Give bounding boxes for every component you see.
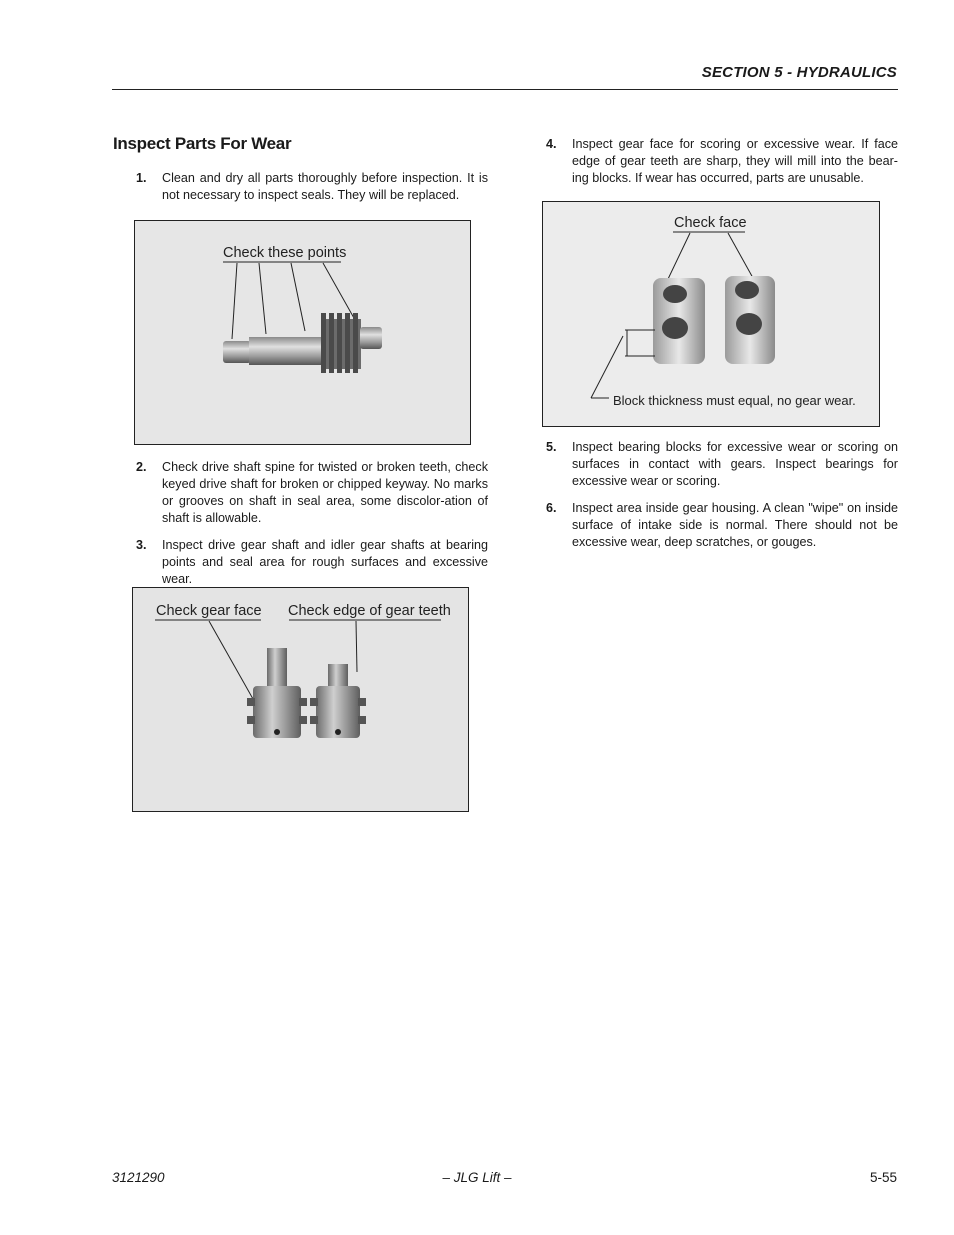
figure-label: Check these points: [223, 245, 347, 261]
step-5: [546, 439, 898, 491]
section-title: SECTION 5 - HYDRAULICS: [701, 64, 897, 81]
step-number: 5.: [546, 440, 557, 454]
step-1: [136, 170, 488, 206]
figure-gear-shafts: [132, 587, 469, 812]
footer-page-number: 5-55: [869, 1170, 897, 1185]
step-number: 1.: [136, 171, 147, 185]
drive-shaft-shape: [223, 313, 382, 373]
step-text: Check drive shaft spine for twisted or broken teeth, check keyed drive shaft for broken or chipped keyway. No marks or grooves on shaft in seal area, some discolor-ation of shaft is allowable.: [162, 460, 488, 525]
step-number: 2.: [136, 460, 147, 474]
step-text: Inspect gear face for scoring or excessive wear. If face edge of gear teeth are sharp, they will mill into the bear-ing blocks. If wear has occurred, parts are unusable.: [572, 137, 898, 185]
gear-shafts-photo: [133, 588, 468, 811]
page-heading: Inspect Parts For Wear: [113, 134, 292, 153]
header-rule: [112, 89, 898, 90]
leader-line: [259, 263, 266, 334]
step-text: Inspect bearing blocks for excessive wear or scoring on surfaces in contact with gears. Inspect bearings for excessive wear or scoring.: [572, 440, 898, 488]
bearing-block-left: [653, 278, 705, 364]
step-number: 6.: [546, 501, 557, 515]
step-text: Inspect drive gear shaft and idler gear shafts at bearing points and seal area for rough surfaces and excessive wear.: [162, 538, 488, 586]
step-4: [546, 136, 898, 188]
gear-right: [310, 664, 366, 738]
drive-shaft-photo: [135, 221, 470, 444]
figure-label-top: Check face: [674, 215, 747, 231]
leader-line: [209, 621, 257, 706]
step-2: [136, 459, 488, 529]
figure-label-right: Check edge of gear teeth: [288, 603, 451, 619]
step-number: 3.: [136, 538, 147, 552]
step-3: [136, 537, 488, 586]
footer-center: – JLG Lift –: [442, 1170, 512, 1185]
leader-line: [291, 263, 305, 331]
step-number: 4.: [546, 137, 557, 151]
gear-left: [247, 648, 307, 738]
footer-doc-number: 3121290: [112, 1170, 165, 1185]
step-text: Inspect area inside gear housing. A clean "wipe" on inside surface of intake side is normal. There should not be excessive wear, deep scratches, or gouges.: [572, 501, 898, 549]
bearing-blocks-photo: [543, 202, 879, 426]
figure-drive-shaft: [134, 220, 471, 445]
leader-line: [232, 263, 237, 339]
thickness-bracket: [591, 330, 655, 398]
step-text: Clean and dry all parts thoroughly before inspection. It is not necessary to inspect seals. They will be replaced.: [162, 171, 488, 202]
leader-line: [356, 621, 357, 672]
figure-bearing-blocks: [542, 201, 880, 427]
figure-label-left: Check gear face: [156, 603, 262, 619]
step-6: [546, 500, 898, 552]
figure-label-bottom: Block thickness must equal, no gear wear.: [613, 393, 856, 408]
bearing-block-right: [725, 276, 775, 364]
